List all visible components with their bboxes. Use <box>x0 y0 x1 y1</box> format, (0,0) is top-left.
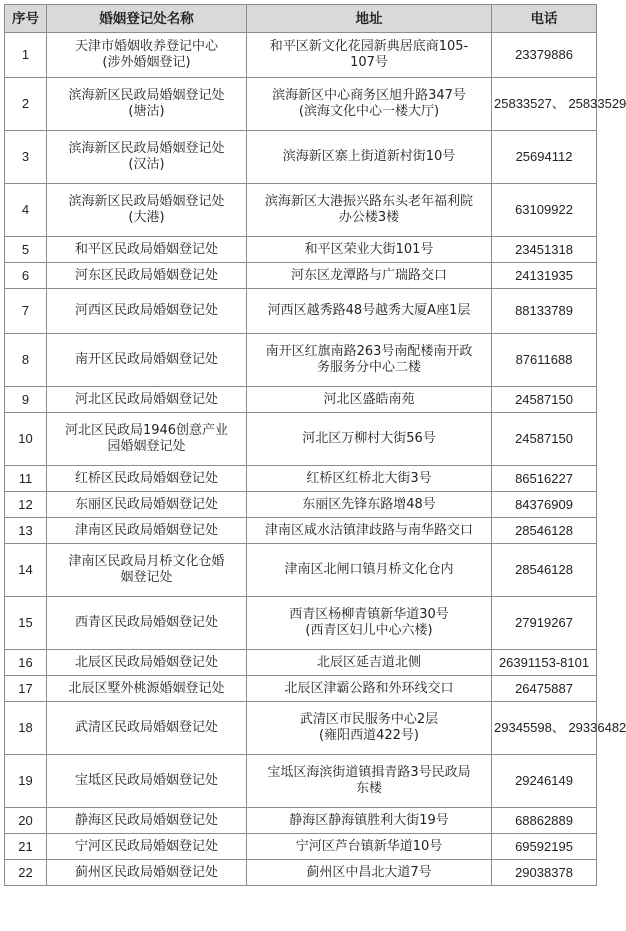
cell-registry-name: 南开区民政局婚姻登记处 <box>47 334 247 387</box>
cell-address: 滨海新区大港振兴路东头老年福利院 办公楼3楼 <box>247 184 492 237</box>
header-serial: 序号 <box>5 5 47 33</box>
cell-phone: 26391153-8101 <box>492 650 597 676</box>
cell-phone: 29246149 <box>492 755 597 808</box>
cell-phone: 69592195 <box>492 834 597 860</box>
cell-serial: 19 <box>5 755 47 808</box>
table-row <box>5 834 597 860</box>
cell-registry-name: 静海区民政局婚姻登记处 <box>47 808 247 834</box>
table-row <box>5 263 597 289</box>
cell-serial: 17 <box>5 676 47 702</box>
cell-phone: 68862889 <box>492 808 597 834</box>
cell-phone: 28546128 <box>492 518 597 544</box>
cell-serial: 18 <box>5 702 47 755</box>
cell-serial: 16 <box>5 650 47 676</box>
cell-registry-name: 红桥区民政局婚姻登记处 <box>47 466 247 492</box>
table-row <box>5 334 597 387</box>
cell-phone: 24131935 <box>492 263 597 289</box>
cell-serial: 12 <box>5 492 47 518</box>
cell-registry-name: 武清区民政局婚姻登记处 <box>47 702 247 755</box>
cell-phone: 24587150 <box>492 413 597 466</box>
cell-address: 东丽区先锋东路增48号 <box>247 492 492 518</box>
table-row <box>5 237 597 263</box>
table-row <box>5 518 597 544</box>
cell-registry-name: 河北区民政局婚姻登记处 <box>47 387 247 413</box>
cell-registry-name: 滨海新区民政局婚姻登记处 (大港) <box>47 184 247 237</box>
cell-phone: 86516227 <box>492 466 597 492</box>
table-row <box>5 544 597 597</box>
cell-serial: 4 <box>5 184 47 237</box>
table-row <box>5 184 597 237</box>
table-row <box>5 387 597 413</box>
cell-registry-name: 北辰区墅外桃源婚姻登记处 <box>47 676 247 702</box>
cell-phone: 23451318 <box>492 237 597 263</box>
cell-address: 津南区咸水沽镇津歧路与南华路交口 <box>247 518 492 544</box>
cell-registry-name: 东丽区民政局婚姻登记处 <box>47 492 247 518</box>
cell-phone: 25694112 <box>492 131 597 184</box>
cell-address: 静海区静海镇胜利大街19号 <box>247 808 492 834</box>
cell-registry-name: 北辰区民政局婚姻登记处 <box>47 650 247 676</box>
marriage-registry-table <box>4 4 626 886</box>
cell-registry-name: 滨海新区民政局婚姻登记处 (汉沽) <box>47 131 247 184</box>
header-row <box>5 5 597 33</box>
table-row <box>5 466 597 492</box>
cell-phone: 84376909 <box>492 492 597 518</box>
cell-address: 西青区杨柳青镇新华道30号 (西青区妇儿中心六楼) <box>247 597 492 650</box>
cell-address: 蓟州区中昌北大道7号 <box>247 860 492 886</box>
cell-registry-name: 宁河区民政局婚姻登记处 <box>47 834 247 860</box>
cell-address: 宁河区芦台镇新华道10号 <box>247 834 492 860</box>
table-row <box>5 702 597 755</box>
cell-address: 和平区荣业大街101号 <box>247 237 492 263</box>
cell-serial: 11 <box>5 466 47 492</box>
cell-phone: 25833527、 25833529 <box>492 78 597 131</box>
cell-address: 北辰区延吉道北侧 <box>247 650 492 676</box>
cell-address: 滨海新区寨上街道新村街10号 <box>247 131 492 184</box>
cell-registry-name: 津南区民政局月桥文化仓婚 姻登记处 <box>47 544 247 597</box>
table-row <box>5 755 597 808</box>
table-row <box>5 597 597 650</box>
cell-address: 北辰区津霸公路和外环线交口 <box>247 676 492 702</box>
cell-phone: 29038378 <box>492 860 597 886</box>
cell-serial: 6 <box>5 263 47 289</box>
cell-registry-name: 宝坻区民政局婚姻登记处 <box>47 755 247 808</box>
cell-phone: 88133789 <box>492 289 597 334</box>
cell-registry-name: 滨海新区民政局婚姻登记处 (塘沽) <box>47 78 247 131</box>
cell-phone: 26475887 <box>492 676 597 702</box>
cell-address: 宝坻区海滨街道镇揖青路3号民政局 东楼 <box>247 755 492 808</box>
header-phone: 电话 <box>492 5 597 33</box>
header-name: 婚姻登记处名称 <box>47 5 247 33</box>
table-row <box>5 78 597 131</box>
cell-serial: 9 <box>5 387 47 413</box>
cell-serial: 13 <box>5 518 47 544</box>
cell-address: 南开区红旗南路263号南配楼南开政 务服务分中心二楼 <box>247 334 492 387</box>
table-row <box>5 650 597 676</box>
cell-serial: 10 <box>5 413 47 466</box>
table-row <box>5 808 597 834</box>
cell-registry-name: 天津市婚姻收养登记中心 (涉外婚姻登记) <box>47 33 247 78</box>
cell-phone: 24587150 <box>492 387 597 413</box>
cell-serial: 8 <box>5 334 47 387</box>
cell-phone: 29345598、 29336482 <box>492 702 597 755</box>
cell-registry-name: 河东区民政局婚姻登记处 <box>47 263 247 289</box>
cell-address: 河东区龙潭路与广瑞路交口 <box>247 263 492 289</box>
table-row <box>5 289 597 334</box>
cell-phone: 27919267 <box>492 597 597 650</box>
cell-serial: 7 <box>5 289 47 334</box>
cell-registry-name: 河北区民政局1946创意产业 园婚姻登记处 <box>47 413 247 466</box>
cell-address: 和平区新文化花园新典居底商105- 107号 <box>247 33 492 78</box>
cell-address: 河西区越秀路48号越秀大厦A座1层 <box>247 289 492 334</box>
cell-registry-name: 西青区民政局婚姻登记处 <box>47 597 247 650</box>
cell-address: 河北区盛皓南苑 <box>247 387 492 413</box>
cell-serial: 14 <box>5 544 47 597</box>
cell-serial: 3 <box>5 131 47 184</box>
table-row <box>5 492 597 518</box>
cell-address: 滨海新区中心商务区旭升路347号 (滨海文化中心一楼大厅) <box>247 78 492 131</box>
cell-serial: 2 <box>5 78 47 131</box>
cell-address: 红桥区红桥北大街3号 <box>247 466 492 492</box>
cell-phone: 63109922 <box>492 184 597 237</box>
header-address: 地址 <box>247 5 492 33</box>
cell-address: 河北区万柳村大街56号 <box>247 413 492 466</box>
table-row <box>5 413 597 466</box>
cell-phone: 28546128 <box>492 544 597 597</box>
cell-serial: 20 <box>5 808 47 834</box>
cell-registry-name: 蓟州区民政局婚姻登记处 <box>47 860 247 886</box>
cell-serial: 21 <box>5 834 47 860</box>
table-body <box>5 33 626 886</box>
table-row <box>5 33 597 78</box>
cell-registry-name: 津南区民政局婚姻登记处 <box>47 518 247 544</box>
cell-phone: 87611688 <box>492 334 597 387</box>
cell-address: 武清区市民服务中心2层 (雍阳西道422号) <box>247 702 492 755</box>
table-row <box>5 860 597 886</box>
cell-address: 津南区北闸口镇月桥文化仓内 <box>247 544 492 597</box>
cell-serial: 15 <box>5 597 47 650</box>
table-row <box>5 676 597 702</box>
cell-registry-name: 河西区民政局婚姻登记处 <box>47 289 247 334</box>
table-row <box>5 131 597 184</box>
cell-phone: 23379886 <box>492 33 597 78</box>
cell-serial: 1 <box>5 33 47 78</box>
cell-serial: 22 <box>5 860 47 886</box>
cell-registry-name: 和平区民政局婚姻登记处 <box>47 237 247 263</box>
cell-serial: 5 <box>5 237 47 263</box>
